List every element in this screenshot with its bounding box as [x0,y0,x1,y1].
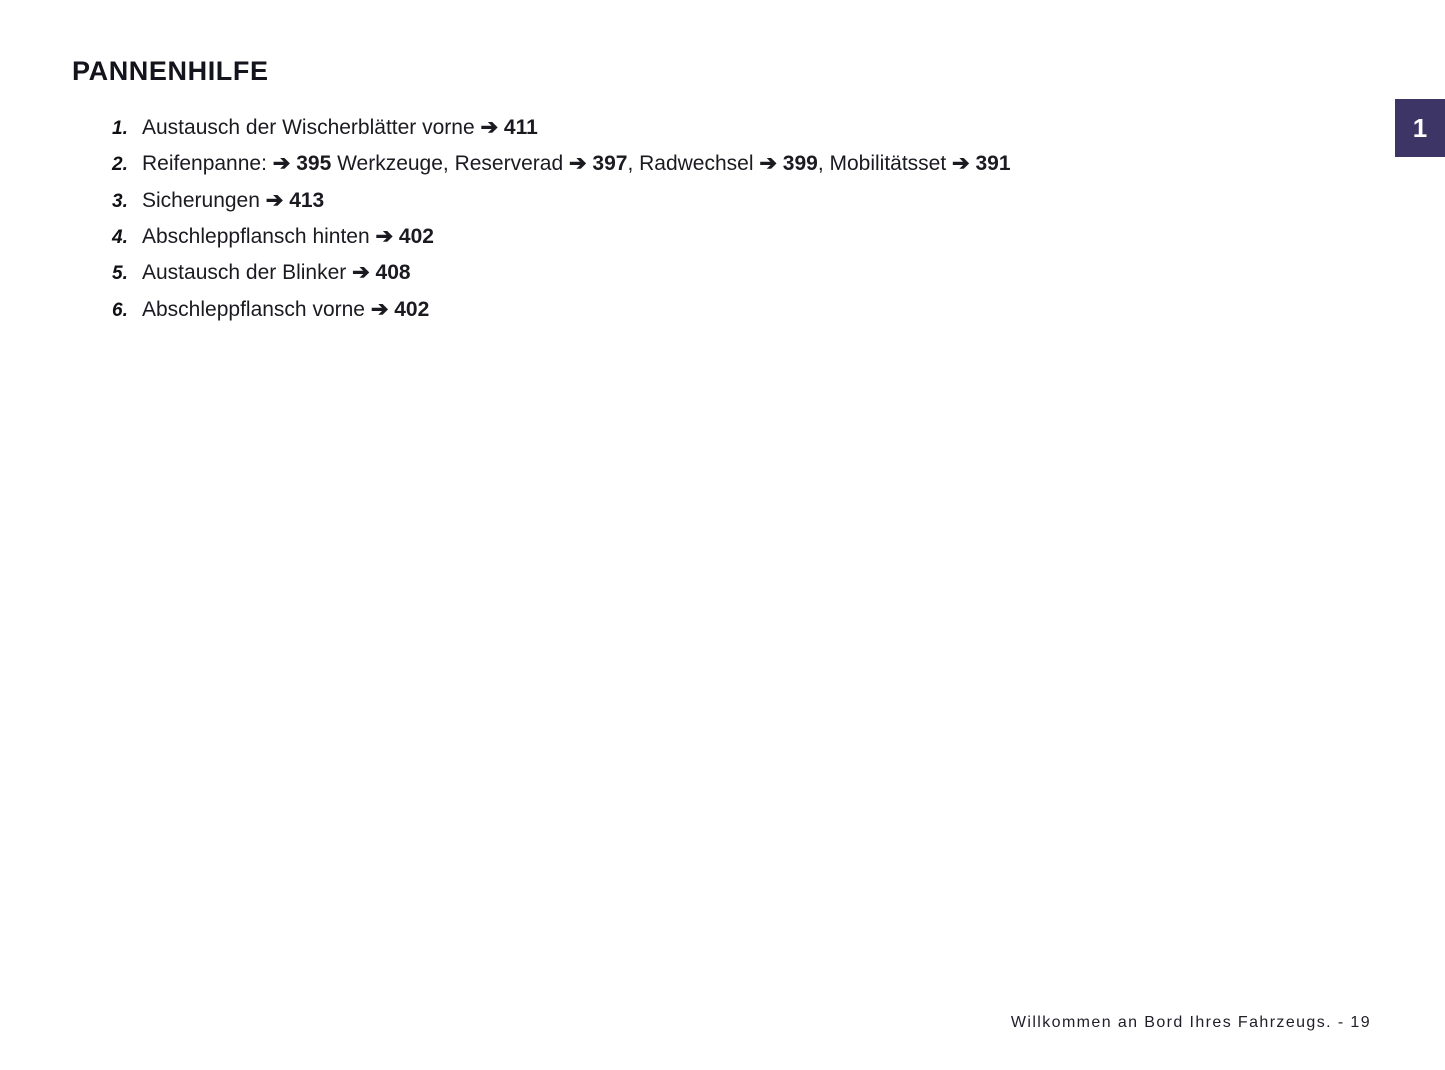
list-item [112,150,1372,178]
list-item [112,114,1372,142]
list-item-text [142,114,538,142]
segment-text: Abschleppflansch hinten [142,225,376,249]
page-reference[interactable]: ➔ 402 [375,225,434,249]
page-title: PANNENHILFE [72,56,269,87]
list-item-text [142,150,1011,178]
list-item-number: 3. [112,190,128,212]
chapter-tab-number: 1 [1412,112,1428,143]
list-item-number: 2. [112,154,128,176]
page-reference[interactable]: ➔ 413 [265,188,325,212]
list-item-text [142,187,324,215]
page-reference[interactable]: ➔ 391 [952,152,1011,176]
segment-text: Reifenpanne: [142,152,273,176]
segment-text: Sicherungen [142,188,266,212]
list-item [112,296,1372,324]
pannenhilfe-list [72,114,1372,332]
segment-text: , Mobilitätsset [817,152,953,176]
page-reference[interactable]: ➔ 411 [480,116,538,139]
segment-text: Austausch der Blinker [142,261,353,285]
list-item [112,259,1372,287]
list-item [112,223,1372,251]
page-footer: Willkommen an Bord Ihres Fahrzeugs. - 19 [1010,1014,1371,1031]
list-item-number: 6. [112,299,128,321]
list-item-number: 5. [112,263,128,285]
page-reference[interactable]: ➔ 399 [759,152,818,176]
list-item-text [142,223,434,251]
segment-text: Austausch der Wischerblätter vorne [142,116,481,139]
list-item [112,187,1372,215]
list-item-text [142,259,411,287]
segment-text: Werkzeuge, Reserverad [331,152,569,176]
segment-text: Abschleppflansch vorne [142,297,371,321]
chapter-tab [1395,99,1445,157]
list-item-number: 1. [112,118,128,139]
list-item-text [142,296,429,324]
page-reference[interactable]: ➔ 397 [568,152,628,176]
segment-text: , Radwechsel [627,152,760,176]
page-reference[interactable]: ➔ 395 [272,152,332,176]
list-item-number: 4. [112,227,128,249]
page-reference[interactable]: ➔ 402 [370,297,430,321]
page-reference[interactable]: ➔ 408 [352,261,411,285]
